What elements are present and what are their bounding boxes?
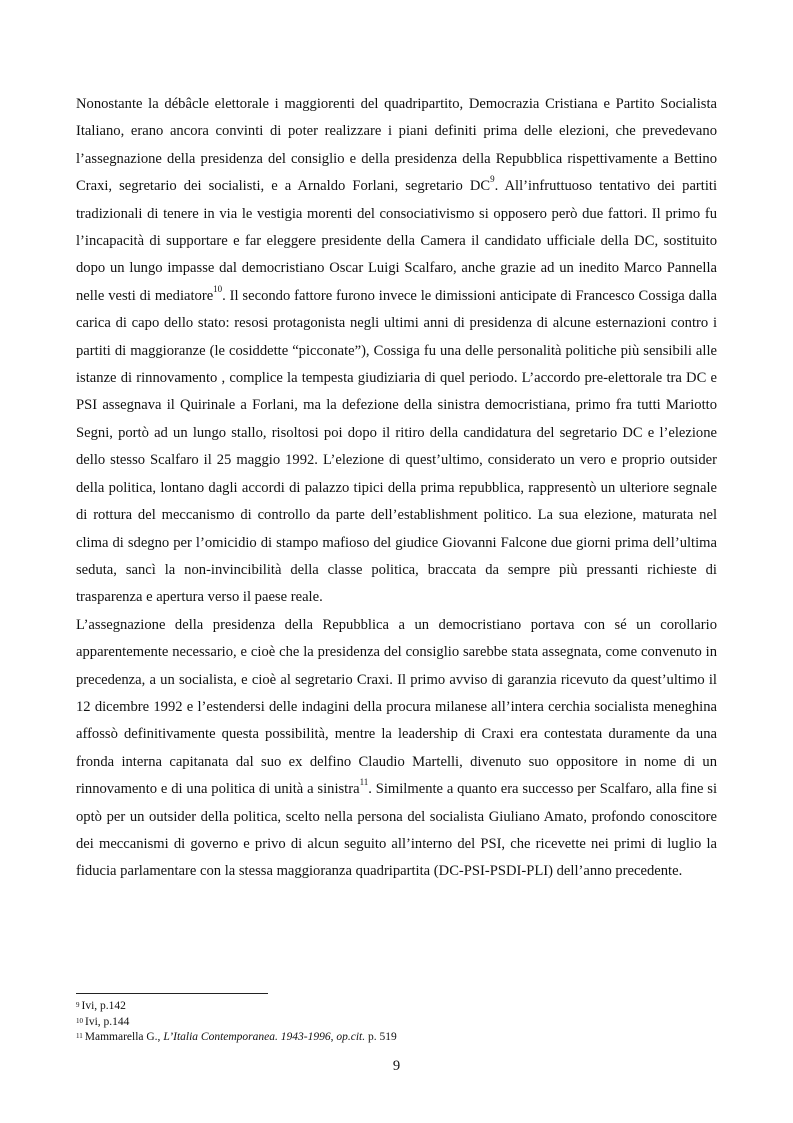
footnote-ref-11[interactable]: 11 [359, 777, 369, 788]
footnote-text: Ivi, p.142 [81, 1000, 126, 1012]
paragraph-2 [76, 612, 717, 886]
footnote-author: Mammarella G., [84, 1031, 164, 1043]
footnote-number: 10 [76, 1016, 83, 1025]
footnotes [76, 999, 717, 1046]
paragraph-text: . Il secondo fattore furono invece le dimissioni anticipate di Francesco Cossiga dalla carica di capo dello stato: resosi protagonista negli ultimi anni di presidenza di alcune esternazioni contro i partiti di maggioranze (le cosiddette “picconate”), Cossiga fu una delle personalità politiche più sensibili alle istanze di rinnovamento , complice la tempesta giudiziaria di quel periodo. L’accordo pre-elettorale tra DC e PSI assegnava il Quirinale a Forlani, ma la defezione della sinistra democristiana, primo fra tutti Mariotto Segni, portò ad un lungo stallo, risoltosi poi dopo il ritiro della candidatura del segretario DC e l’elezione dello stesso Scalfaro il 25 maggio 1992. L’elezione di quest’ultimo, considerato un vero e proprio outsider della politica, lontano dagli accordi di palazzo tipici della prima repubblica, rappresentò un ulteriore segnale di rottura del meccanismo di controllo da parte dell’establishment politico. La sua elezione, maturata nel clima di sdegno per l’omicidio di stampo mafioso del giudice Giovanni Falcone due giorni prima dell’ultima seduta, sancì la non-invincibilità della classe politica, braccata da sempre più pressanti richieste di trasparenza e apertura verso il paese reale. [76, 287, 717, 606]
footnote-number: 11 [76, 1032, 83, 1040]
footnote-separator-text: , [330, 1031, 337, 1043]
page-number: 9 [392, 1058, 401, 1074]
paragraph-1 [76, 91, 717, 612]
footnote-pages: p. 519 [365, 1031, 397, 1043]
paragraph-text: . All’infruttuoso tentativo dei partiti tradizionali di tenere in via le vestigia morenti del consociativismo si opposero però due fattori. Il primo fu l’incapacità di supportare e far eleggere presidente della Camera il candidato ufficiale della DC, sostituito dopo un lungo impasse dal democristiano Oscar Luigi Scalfaro, anche grazie ad un inedito Marco Pannella nelle vesti di mediatore [76, 178, 717, 304]
footnote-separator [76, 993, 268, 994]
paragraph-text: L’assegnazione della presidenza della Repubblica a un democristiano portava con sé un corollario apparentemente necessario, e cioè che la presidenza del consiglio sarebbe stata assegnata, come convenuto in precedenza, a un socialista, e cioè al segretario Craxi. Il primo avviso di garanzia ricevuto da quest’ultimo il 12 dicembre 1992 e l’estendersi delle indagini della procura milanese all’intera cerchia socialista meneghina affossò definitivamente questa possibilità, mentre la leadership di Craxi era contestata duramente da una fronda interna capitanata dal suo ex delfino Claudio Martelli, divenuto suo oppositore in nome di un rinnovamento e di una politica di unità a sinistra [76, 616, 717, 798]
footnote-number: 9 [76, 1001, 80, 1009]
footnote-9 [76, 999, 717, 1015]
footnote-ref-10[interactable]: 10 [213, 283, 223, 294]
footnote-title: L’Italia Contemporanea. 1943-1996 [163, 1031, 331, 1043]
paragraph-text: . Similmente a quanto era successo per Scalfaro, alla fine si optò per un outsider della politica, scelto nella persona del socialista Giuliano Amato, profondo conoscitore dei meccanismi di governo e privo di alcun seguito all’interno del PSI, che ricevette nei primi di luglio la fiducia parlamentare con la stessa maggioranza quadripartita (DC-PSI-PSDI-PLI) dell’anno precedente. [76, 781, 718, 880]
footnote-cit: op.cit. [336, 1031, 366, 1043]
body-text [76, 91, 717, 886]
footnote-text: Ivi, p.144 [85, 1015, 130, 1028]
footnote-10 [76, 1015, 717, 1031]
footnote-11 [76, 1030, 717, 1046]
footnote-ref-9[interactable]: 9 [490, 174, 495, 185]
paragraph-text: Nonostante la débâcle elettorale i maggiorenti del quadripartito, Democrazia Cristiana e Partito Socialista Italiano, erano ancora convinti di poter realizzare i piani definiti prima delle elezioni, che prevedevano l’assegnazione della presidenza del consiglio e della presidenza della Repubblica rispettivamente a Bettino Craxi, segretario dei socialisti, e a Arnaldo Forlani, segretario DC [76, 96, 717, 195]
